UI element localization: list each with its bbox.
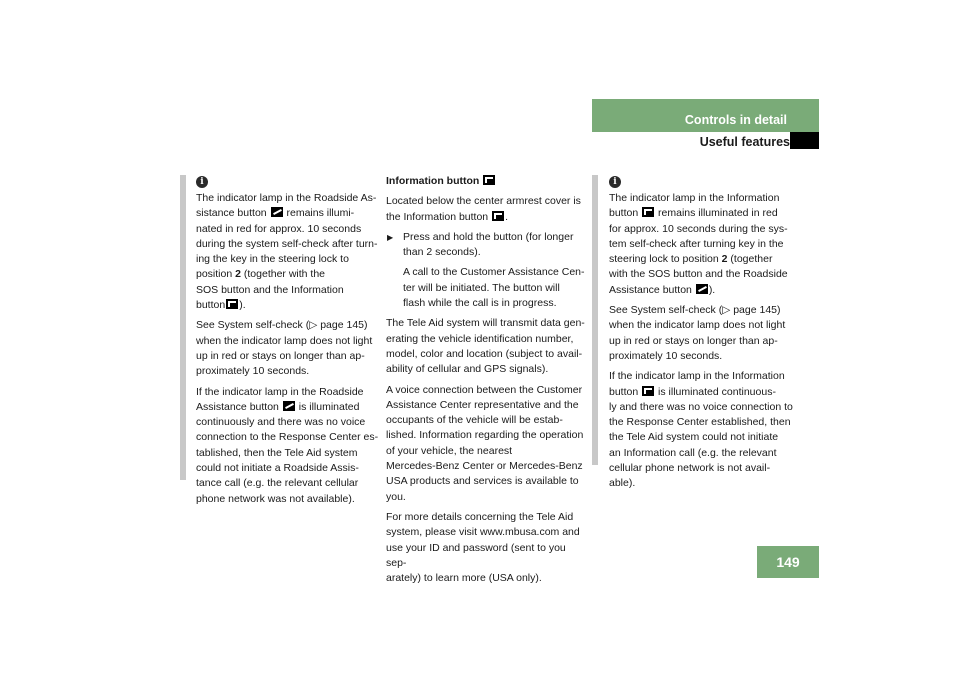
roadside-assistance-button-icon [271,207,283,217]
main-p1: Located below the center armrest cover is the Information button . [386,195,581,223]
right-note [609,172,793,497]
information-button-icon [642,207,654,217]
roadside-assistance-button-icon [283,401,295,411]
bullet-arrow-icon: ▶ [387,232,394,242]
instruction-result: A call to the Customer Assistance Cen- ter will be initiated. The button will flash while the call is in progress. [403,266,585,310]
information-button-icon [492,211,504,221]
header-band [592,99,819,132]
right-note-bar [592,175,598,465]
main-p3: A voice connection between the Customer Assistance Center representative and the occupants of the vehicle will be estab- lished. Information regarding the operation of your vehicle, the nearest Mercedes-Benz Center or Mercedes-Benz USA products and services is available to you. [386,383,584,503]
header-marker [790,132,819,149]
main-p2: The Tele Aid system will transmit data gen- erating the vehicle identification number, model, color and location (subject to avail- ability of cellular and GPS signals). [386,317,585,376]
right-note-p2: See System self-check (▷ page 145) when the indicator lamp does not light up in red or stays on longer than ap- proximately 10 seconds. [609,304,786,362]
information-button-icon [226,299,238,309]
section-heading: Information button [386,174,586,189]
roadside-assistance-button-icon [696,284,708,294]
information-button-icon [642,386,654,396]
left-note-p1: The indicator lamp in the Roadside As- sistance button remains illumi- nated in red for approx. 10 seconds during the system self-check after turn- ing the key in the steering lock to position 2 (together with the SOS button and the Information button ). [196,192,378,312]
left-note [196,172,380,512]
page-ref-arrow-icon: ▷ [722,304,731,317]
instruction-step: ▶ Press and hold the button (for longer than 2 seconds). [387,230,574,259]
left-note-bar [180,175,186,480]
main-p4: For more details concerning the Tele Aid system, please visit www.mbusa.com and use your ID and password (sent to you sep- arately) to learn more (USA only). [386,510,580,585]
information-button-icon [483,175,495,185]
left-note-p2: See System self-check (▷ page 145) when the indicator lamp does not light up in red or stays on longer than ap- proximately 10 seconds. [196,319,373,378]
page-number: 149 [757,546,819,578]
right-note-p1: The indicator lamp in the Information button remains illuminated in red for approx. 10 seconds during the sys- tem self-check after turning key in the steering lock to position 2 (together with the SOS button and the Roadside Assistance button ). [609,192,788,296]
main-column [386,174,586,591]
subsection-title: Useful features [699,135,790,149]
section-title: Controls in detail [684,113,787,127]
info-icon: i [609,176,621,188]
info-icon: i [196,176,208,188]
page-ref-arrow-icon: ▷ [309,319,318,332]
right-note-p3: If the indicator lamp in the Information button is illuminated continuous- ly and there was no voice connection to the Response Center established, then the Tele Aid system could not initiate an Information call (e.g. the relevant cellular phone network is not avail- able). [609,370,793,490]
left-note-p3: If the indicator lamp in the Roadside Assistance button is illuminated continuously and there was no voice connection to the Response Center es- tablished, then the Tele Aid system could not initiate a Roadside Assis- tance call (e.g. the relevant cellular phone network was not available). [196,385,379,505]
